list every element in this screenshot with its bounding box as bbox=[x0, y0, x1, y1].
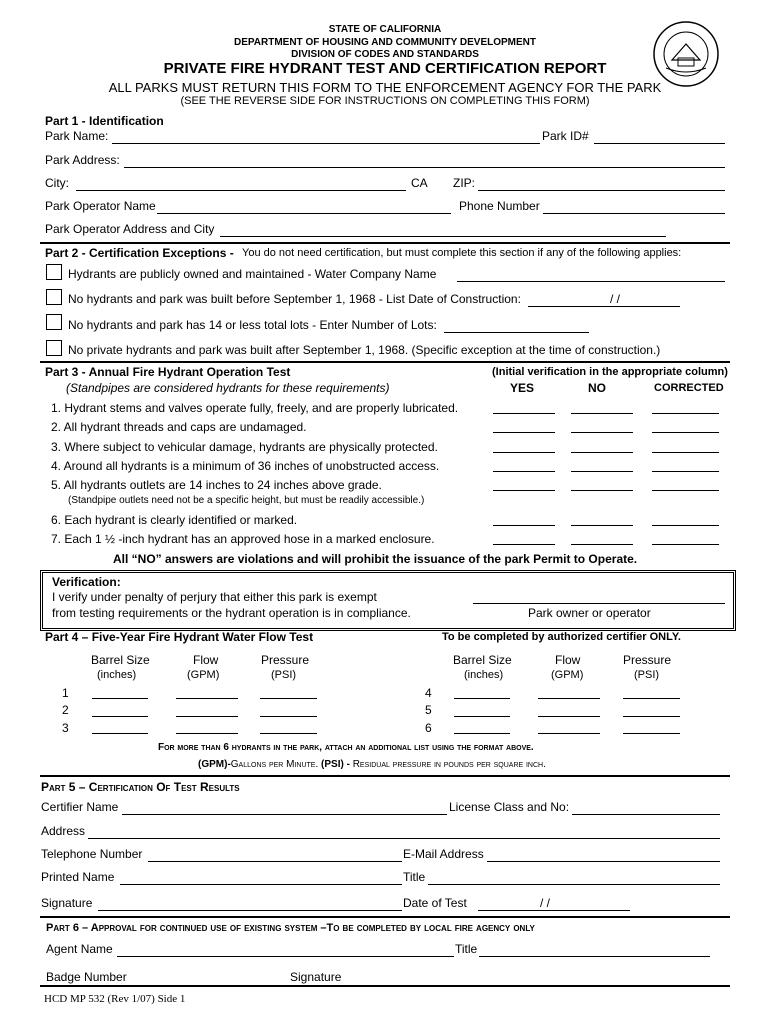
agent-signature-label: Signature bbox=[290, 970, 342, 984]
date-of-test-label: Date of Test bbox=[403, 896, 467, 910]
barrel-input-3[interactable] bbox=[92, 733, 148, 734]
agent-title-label: Title bbox=[455, 942, 478, 956]
date-slashes: / / bbox=[610, 292, 621, 306]
part5-divider bbox=[40, 775, 730, 777]
license-label: License Class and No: bbox=[449, 800, 570, 814]
certifier-name-label: Certifier Name bbox=[41, 800, 119, 814]
item7-no[interactable] bbox=[571, 544, 633, 545]
barrel-unit-left: (inches) bbox=[97, 669, 137, 681]
part4-heading: Part 4 – Five-Year Fire Hydrant Water Flow Test bbox=[45, 630, 314, 644]
exception-checkbox-3[interactable] bbox=[46, 314, 62, 330]
exception-label-2: No hydrants and park was built before September 1, 1968 - List Date of Construction: bbox=[68, 292, 521, 306]
pressure-input-1[interactable] bbox=[260, 698, 317, 699]
exception-checkbox-1[interactable] bbox=[46, 264, 62, 280]
owner-signature-input[interactable] bbox=[473, 603, 725, 604]
printed-name-label: Printed Name bbox=[41, 870, 115, 884]
item1-corrected[interactable] bbox=[652, 413, 719, 414]
test-date-slashes: / / bbox=[540, 896, 551, 910]
part5-heading: Part 5 – Certification Of Test Results bbox=[41, 780, 240, 794]
operator-name-input[interactable] bbox=[157, 213, 451, 214]
agent-title-input[interactable] bbox=[479, 956, 710, 957]
item6-yes[interactable] bbox=[493, 525, 555, 526]
part3-verify-note: (Initial verification in the appropriate column) bbox=[492, 366, 728, 378]
printed-name-input[interactable] bbox=[120, 884, 402, 885]
part2-note: You do not need certification, but must complete this section if any of the following applies: bbox=[242, 247, 682, 259]
gpm-definition: Gallons per Minute. bbox=[230, 759, 319, 770]
part1-heading: Part 1 - Identification bbox=[45, 114, 164, 128]
telephone-label: Telephone Number bbox=[41, 847, 143, 861]
part3-divider bbox=[40, 361, 730, 363]
col-yes: YES bbox=[510, 381, 535, 395]
exception-checkbox-4[interactable] bbox=[46, 340, 62, 356]
flow-header-right: Flow bbox=[555, 653, 581, 667]
phone-label: Phone Number bbox=[459, 199, 540, 213]
park-name-input[interactable] bbox=[112, 143, 540, 144]
pressure-input-4[interactable] bbox=[623, 698, 680, 699]
no-answers-warning: All “NO” answers are violations and will prohibit the issuance of the park Permit to Operate. bbox=[113, 552, 638, 566]
certifier-name-input[interactable] bbox=[122, 814, 447, 815]
part3-subheading: (Standpipes are considered hydrants for these requirements) bbox=[66, 381, 390, 395]
item7-yes[interactable] bbox=[493, 544, 555, 545]
water-company-input[interactable] bbox=[457, 281, 725, 282]
col-no: NO bbox=[588, 381, 606, 395]
operator-address-label: Park Operator Address and City bbox=[45, 222, 215, 236]
test-item-6: 6. Each hydrant is clearly identified or marked. bbox=[51, 513, 298, 527]
item5-yes[interactable] bbox=[493, 490, 555, 491]
flow-input-4[interactable] bbox=[538, 698, 600, 699]
test-item-5: 5. All hydrants outlets are 14 inches to 24 inches above grade. bbox=[51, 478, 382, 492]
part6-bottom-border bbox=[40, 985, 730, 987]
item5-no[interactable] bbox=[571, 490, 633, 491]
certifier-signature-input[interactable] bbox=[98, 910, 402, 911]
pressure-input-6[interactable] bbox=[623, 733, 680, 734]
state-label: CA bbox=[411, 176, 428, 190]
park-id-label: Park ID# bbox=[542, 129, 589, 143]
test-item-7: 7. Each 1 ½ -inch hydrant has an approved hose in a marked enclosure. bbox=[51, 532, 435, 546]
part4-note-2 bbox=[198, 759, 546, 770]
badge-number-label: Badge Number bbox=[46, 970, 127, 984]
item6-no[interactable] bbox=[571, 525, 633, 526]
hcd-seal-logo bbox=[652, 20, 720, 88]
hydrant-row-number: 4 bbox=[425, 686, 432, 700]
item4-yes[interactable] bbox=[493, 471, 555, 472]
col-corrected: CORRECTED bbox=[654, 382, 724, 394]
signature-label: Signature bbox=[41, 896, 93, 910]
agent-name-label: Agent Name bbox=[46, 942, 113, 956]
flow-unit-left: (GPM) bbox=[187, 669, 220, 681]
exception-label-4: No private hydrants and park was built after September 1, 1968. (Specific exception at the time of construction.) bbox=[68, 343, 661, 357]
test-item-5-note: (Standpipe outlets need not be a specific height, but must be readily accessible.) bbox=[68, 495, 425, 506]
state-heading: STATE OF CALIFORNIA bbox=[328, 24, 442, 35]
part6-divider bbox=[40, 916, 730, 918]
exception-checkbox-2[interactable] bbox=[46, 289, 62, 305]
exception-label-1: Hydrants are publicly owned and maintained - Water Company Name bbox=[68, 267, 437, 281]
flow-input-5[interactable] bbox=[538, 716, 600, 717]
item3-corrected[interactable] bbox=[652, 452, 719, 453]
item5-corrected[interactable] bbox=[652, 490, 719, 491]
department-heading: DEPARTMENT OF HOUSING AND COMMUNITY DEVELOPMENT bbox=[233, 37, 537, 48]
part4-note-1: For more than 6 hydrants in the park, attach an additional list using the format above. bbox=[158, 742, 534, 753]
title-label: Title bbox=[403, 870, 426, 884]
verification-signer: Park owner or operator bbox=[528, 606, 651, 620]
pressure-input-3[interactable] bbox=[260, 733, 317, 734]
flow-input-1[interactable] bbox=[176, 698, 238, 699]
test-item-1: 1. Hydrant stems and valves operate fully, freely, and are properly lubricated. bbox=[51, 401, 459, 415]
item2-corrected[interactable] bbox=[652, 432, 719, 433]
barrel-input-4[interactable] bbox=[454, 698, 510, 699]
license-input[interactable] bbox=[572, 814, 720, 815]
phone-input[interactable] bbox=[543, 213, 725, 214]
barrel-input-1[interactable] bbox=[92, 698, 148, 699]
gpm-abbr: (GPM)- bbox=[198, 759, 231, 770]
item1-yes[interactable] bbox=[493, 413, 555, 414]
page-title: PRIVATE FIRE HYDRANT TEST AND CERTIFICATION REPORT bbox=[163, 60, 607, 77]
flow-input-2[interactable] bbox=[176, 716, 238, 717]
pressure-header-left: Pressure bbox=[261, 653, 310, 667]
verification-title: Verification: bbox=[52, 575, 121, 589]
operator-address-input[interactable] bbox=[220, 236, 666, 237]
part2-divider bbox=[40, 242, 730, 244]
item3-no[interactable] bbox=[571, 452, 633, 453]
hydrant-row-number: 1 bbox=[62, 686, 69, 700]
zip-input[interactable] bbox=[478, 190, 725, 191]
part3-heading: Part 3 - Annual Fire Hydrant Operation Test bbox=[45, 365, 291, 379]
barrel-input-5[interactable] bbox=[454, 716, 510, 717]
test-item-4: 4. Around all hydrants is a minimum of 36 inches of unobstructed access. bbox=[51, 459, 440, 473]
flow-unit-right: (GPM) bbox=[551, 669, 584, 681]
pressure-unit-right: (PSI) bbox=[634, 669, 660, 681]
barrel-unit-right: (inches) bbox=[464, 669, 504, 681]
barrel-input-6[interactable] bbox=[454, 733, 510, 734]
item4-no[interactable] bbox=[571, 471, 633, 472]
form-id: HCD MP 532 (Rev 1/07) Side 1 bbox=[44, 993, 186, 1005]
item3-yes[interactable] bbox=[493, 452, 555, 453]
item4-corrected[interactable] bbox=[652, 471, 719, 472]
city-input[interactable] bbox=[76, 190, 406, 191]
psi-abbr: (PSI) - bbox=[321, 759, 350, 770]
item1-no[interactable] bbox=[571, 413, 633, 414]
hydrant-row-number: 3 bbox=[62, 721, 69, 735]
verification-line1: I verify under penalty of perjury that either this park is exempt bbox=[52, 590, 377, 604]
barrel-header-right: Barrel Size bbox=[453, 653, 512, 667]
hydrant-row-number: 2 bbox=[62, 703, 69, 717]
reverse-side-instruction: (SEE THE REVERSE SIDE FOR INSTRUCTIONS ON COMPLETING THIS FORM) bbox=[180, 95, 590, 107]
exception-label-3: No hydrants and park has 14 or less total lots - Enter Number of Lots: bbox=[68, 318, 437, 332]
address-label: Address bbox=[41, 824, 86, 838]
item7-corrected[interactable] bbox=[652, 544, 719, 545]
hydrant-row-number: 6 bbox=[425, 721, 432, 735]
email-input[interactable] bbox=[487, 861, 720, 862]
psi-definition: Residual pressure in pounds per square inch. bbox=[352, 759, 546, 770]
part2-heading: Part 2 - Certification Exceptions - bbox=[45, 246, 234, 260]
item2-yes[interactable] bbox=[493, 432, 555, 433]
part4-certifier-note: To be completed by authorized certifier ONLY. bbox=[442, 631, 681, 643]
pressure-header-right: Pressure bbox=[623, 653, 672, 667]
pressure-input-2[interactable] bbox=[260, 716, 317, 717]
construction-date-input[interactable] bbox=[528, 306, 680, 307]
item6-corrected[interactable] bbox=[652, 525, 719, 526]
verification-line2: from testing requirements or the hydrant operation is in compliance. bbox=[52, 606, 411, 620]
pressure-input-5[interactable] bbox=[623, 716, 680, 717]
agent-name-input[interactable] bbox=[117, 956, 454, 957]
title-input[interactable] bbox=[428, 884, 720, 885]
telephone-input[interactable] bbox=[148, 861, 402, 862]
park-name-label: Park Name: bbox=[45, 129, 109, 143]
park-address-input[interactable] bbox=[124, 167, 725, 168]
date-of-test-input[interactable] bbox=[478, 910, 630, 911]
hydrant-row-number: 5 bbox=[425, 703, 432, 717]
city-label: City: bbox=[45, 176, 69, 190]
number-of-lots-input[interactable] bbox=[444, 332, 589, 333]
barrel-input-2[interactable] bbox=[92, 716, 148, 717]
flow-header-left: Flow bbox=[193, 653, 219, 667]
flow-input-3[interactable] bbox=[176, 733, 238, 734]
part6-heading: Part 6 – Approval for continued use of existing system –To be completed by local fire agency only bbox=[46, 922, 535, 934]
item2-no[interactable] bbox=[571, 432, 633, 433]
address-input[interactable] bbox=[88, 838, 720, 839]
barrel-header-left: Barrel Size bbox=[91, 653, 150, 667]
return-instruction: ALL PARKS MUST RETURN THIS FORM TO THE ENFORCEMENT AGENCY FOR THE PARK bbox=[108, 80, 662, 95]
park-id-input[interactable] bbox=[594, 143, 725, 144]
test-item-3: 3. Where subject to vehicular damage, hydrants are physically protected. bbox=[51, 440, 438, 454]
email-label: E-Mail Address bbox=[403, 847, 484, 861]
operator-name-label: Park Operator Name bbox=[45, 199, 156, 213]
pressure-unit-left: (PSI) bbox=[271, 669, 297, 681]
flow-input-6[interactable] bbox=[538, 733, 600, 734]
division-heading: DIVISION OF CODES AND STANDARDS bbox=[291, 49, 479, 60]
test-item-2: 2. All hydrant threads and caps are undamaged. bbox=[51, 420, 307, 434]
zip-label: ZIP: bbox=[453, 176, 476, 190]
park-address-label: Park Address: bbox=[45, 153, 120, 167]
